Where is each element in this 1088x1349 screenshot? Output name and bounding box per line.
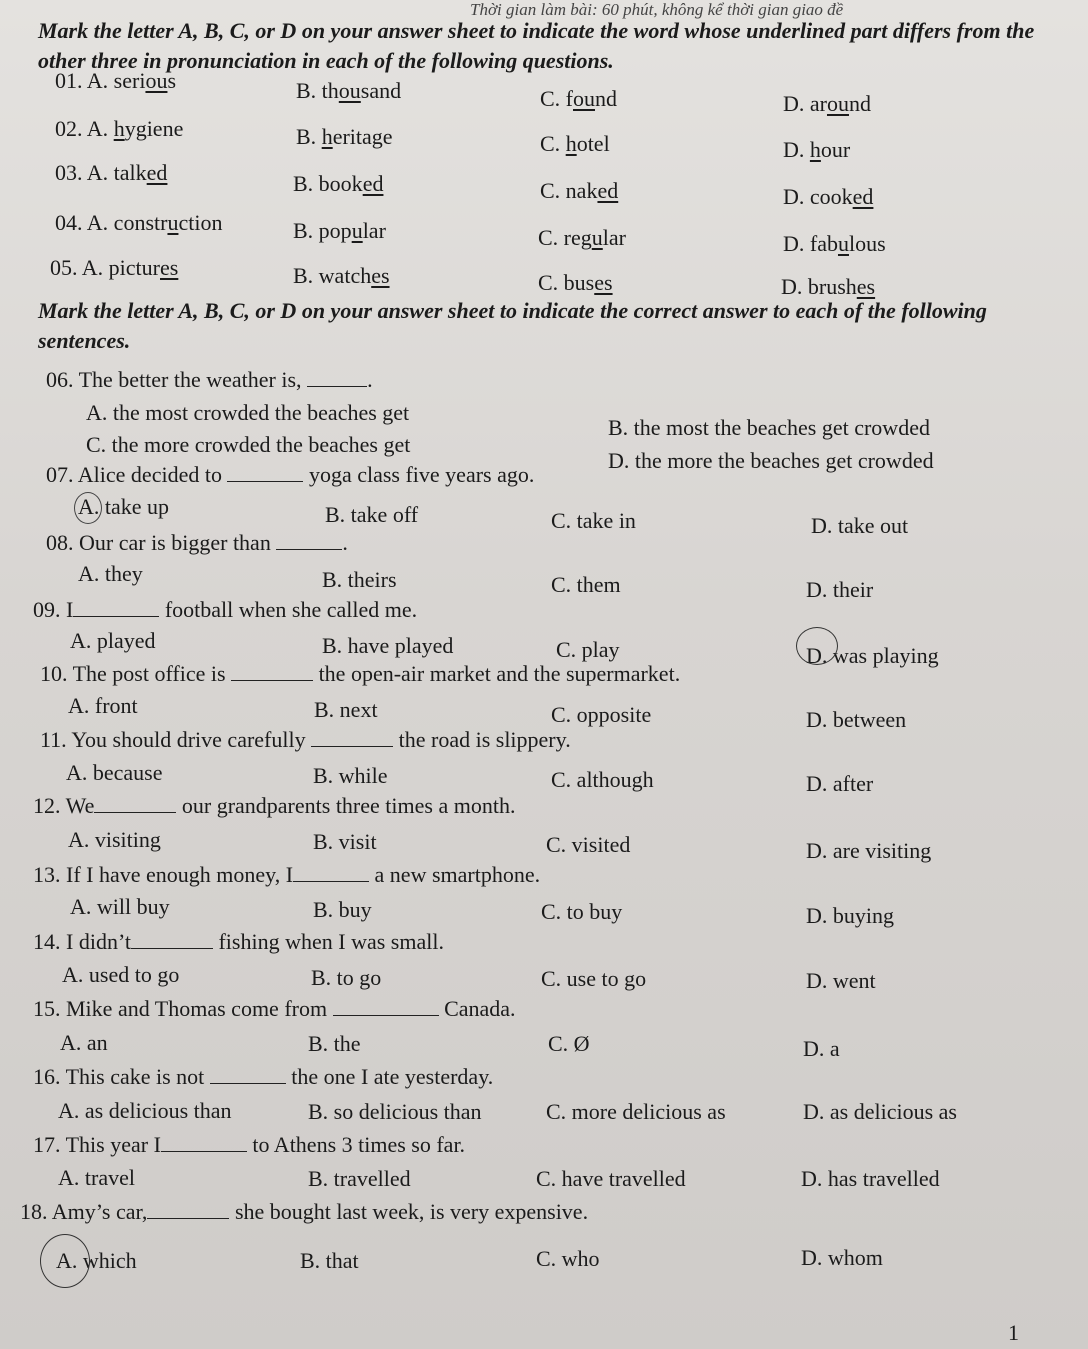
section-1-instruction: Mark the letter A, B, C, or D on your answer sheet to indicate the word whose underlined part differs from the other three in pronunciation in each of the following questions. xyxy=(38,18,1035,73)
option-c: C. play xyxy=(556,637,620,662)
section-2-instruction: Mark the letter A, B, C, or D on your answer sheet to indicate the correct answer to each of the following sentences. xyxy=(38,298,987,353)
option-a: A. take up xyxy=(78,494,170,519)
option-a: A. travel xyxy=(58,1165,135,1190)
question-12: 12. We our grandparents three times a month. xyxy=(33,793,516,818)
option-d: D. take out xyxy=(811,513,909,538)
option-d: D. are visiting xyxy=(806,838,932,863)
question-number: 02. A. hygiene xyxy=(55,116,184,141)
option-c: C. hotel xyxy=(540,131,610,156)
option-c: C. the more crowded the beaches get xyxy=(86,432,411,457)
option-c: C. Ø xyxy=(548,1031,590,1056)
option-c: C. use to go xyxy=(541,966,647,991)
option-a: A. will buy xyxy=(70,894,170,919)
option-d: D. fabulous xyxy=(783,231,886,256)
option-c: C. have travelled xyxy=(536,1166,686,1191)
question-number: 01. A. serious xyxy=(55,68,177,93)
question-10: 10. The post office is the open-air market and the supermarket. xyxy=(40,661,681,686)
question-06: 06. The better the weather is, . xyxy=(46,367,373,392)
option-b: B. have played xyxy=(322,633,454,658)
option-c: C. them xyxy=(551,572,621,597)
option-b: B. booked xyxy=(293,171,384,196)
option-c: C. regular xyxy=(538,225,626,250)
question-13: 13. If I have enough money, I a new smartphone. xyxy=(33,862,541,887)
option-b: B. watches xyxy=(293,263,390,288)
question-14: 14. I didn’t fishing when I was small. xyxy=(33,929,444,954)
question-number: 05. A. pictures xyxy=(50,255,179,280)
option-a: A. visiting xyxy=(68,827,161,852)
option-d: D. the more the beaches get crowded xyxy=(608,448,934,473)
answer-circle-mark xyxy=(74,492,102,524)
option-d: D. brushes xyxy=(781,274,876,299)
option-a: A. they xyxy=(78,561,143,586)
option-c: C. although xyxy=(551,767,654,792)
option-c: C. to buy xyxy=(541,899,623,924)
question-11: 11. You should drive carefully the road is slippery. xyxy=(40,727,571,752)
option-a: A. which xyxy=(56,1248,137,1273)
question-18: 18. Amy’s car, she bought last week, is very expensive. xyxy=(20,1199,589,1224)
option-a: A. as delicious than xyxy=(58,1098,232,1123)
option-b: B. popular xyxy=(293,218,386,243)
option-a: A. played xyxy=(70,628,156,653)
option-b: B. heritage xyxy=(296,124,393,149)
answer-circle-mark xyxy=(796,627,838,665)
page-number: 1 xyxy=(1008,1320,1019,1345)
option-d: D. whom xyxy=(801,1245,883,1270)
option-c: C. buses xyxy=(538,270,613,295)
option-c: C. more delicious as xyxy=(546,1099,726,1124)
option-d: D. after xyxy=(806,771,874,796)
option-b: B. thousand xyxy=(296,78,402,103)
option-d: D. a xyxy=(803,1036,840,1061)
option-c: C. who xyxy=(536,1246,600,1271)
question-15: 15. Mike and Thomas come from Canada. xyxy=(33,996,516,1021)
option-a: A. the most crowded the beaches get xyxy=(86,400,410,425)
time-note: Thời gian làm bài: 60 phút, không kể thời gian giao đề xyxy=(470,0,844,19)
question-17: 17. This year I to Athens 3 times so far. xyxy=(33,1132,466,1157)
option-b: B. theirs xyxy=(322,567,397,592)
option-b: B. the most the beaches get crowded xyxy=(608,415,930,440)
option-d: D. hour xyxy=(783,137,851,162)
option-d: D. was playing xyxy=(806,643,939,668)
option-a: A. an xyxy=(60,1030,108,1055)
question-number: 03. A. talked xyxy=(55,160,168,185)
option-b: B. travelled xyxy=(308,1166,411,1191)
question-07: 07. Alice decided to yoga class five years ago. xyxy=(46,462,535,487)
option-d: D. buying xyxy=(806,903,894,928)
option-d: D. has travelled xyxy=(801,1166,940,1191)
option-c: C. found xyxy=(540,86,617,111)
option-b: B. take off xyxy=(325,502,419,527)
option-b: B. that xyxy=(300,1248,359,1273)
option-a: A. because xyxy=(66,760,163,785)
option-d: D. as delicious as xyxy=(803,1099,957,1124)
option-a: A. used to go xyxy=(62,962,180,987)
option-d: D. between xyxy=(806,707,907,732)
option-d: D. went xyxy=(806,968,876,993)
option-b: B. so delicious than xyxy=(308,1099,482,1124)
option-a: A. front xyxy=(68,693,138,718)
question-08: 08. Our car is bigger than . xyxy=(46,530,348,555)
option-d: D. cooked xyxy=(783,184,874,209)
option-c: C. opposite xyxy=(551,702,652,727)
option-b: B. next xyxy=(314,697,378,722)
option-c: C. take in xyxy=(551,508,636,533)
answer-circle-mark xyxy=(40,1234,90,1288)
option-b: B. buy xyxy=(313,897,372,922)
question-number: 04. A. construction xyxy=(55,210,223,235)
option-b: B. the xyxy=(308,1031,361,1056)
question-16: 16. This cake is not the one I ate yesterday. xyxy=(33,1064,494,1089)
option-c: C. visited xyxy=(546,832,631,857)
question-09: 09. I football when she called me. xyxy=(33,597,418,622)
option-b: B. while xyxy=(313,763,388,788)
option-d: D. around xyxy=(783,91,871,116)
option-c: C. naked xyxy=(540,178,619,203)
option-d: D. their xyxy=(806,577,874,602)
option-b: B. visit xyxy=(313,829,377,854)
option-b: B. to go xyxy=(311,965,382,990)
